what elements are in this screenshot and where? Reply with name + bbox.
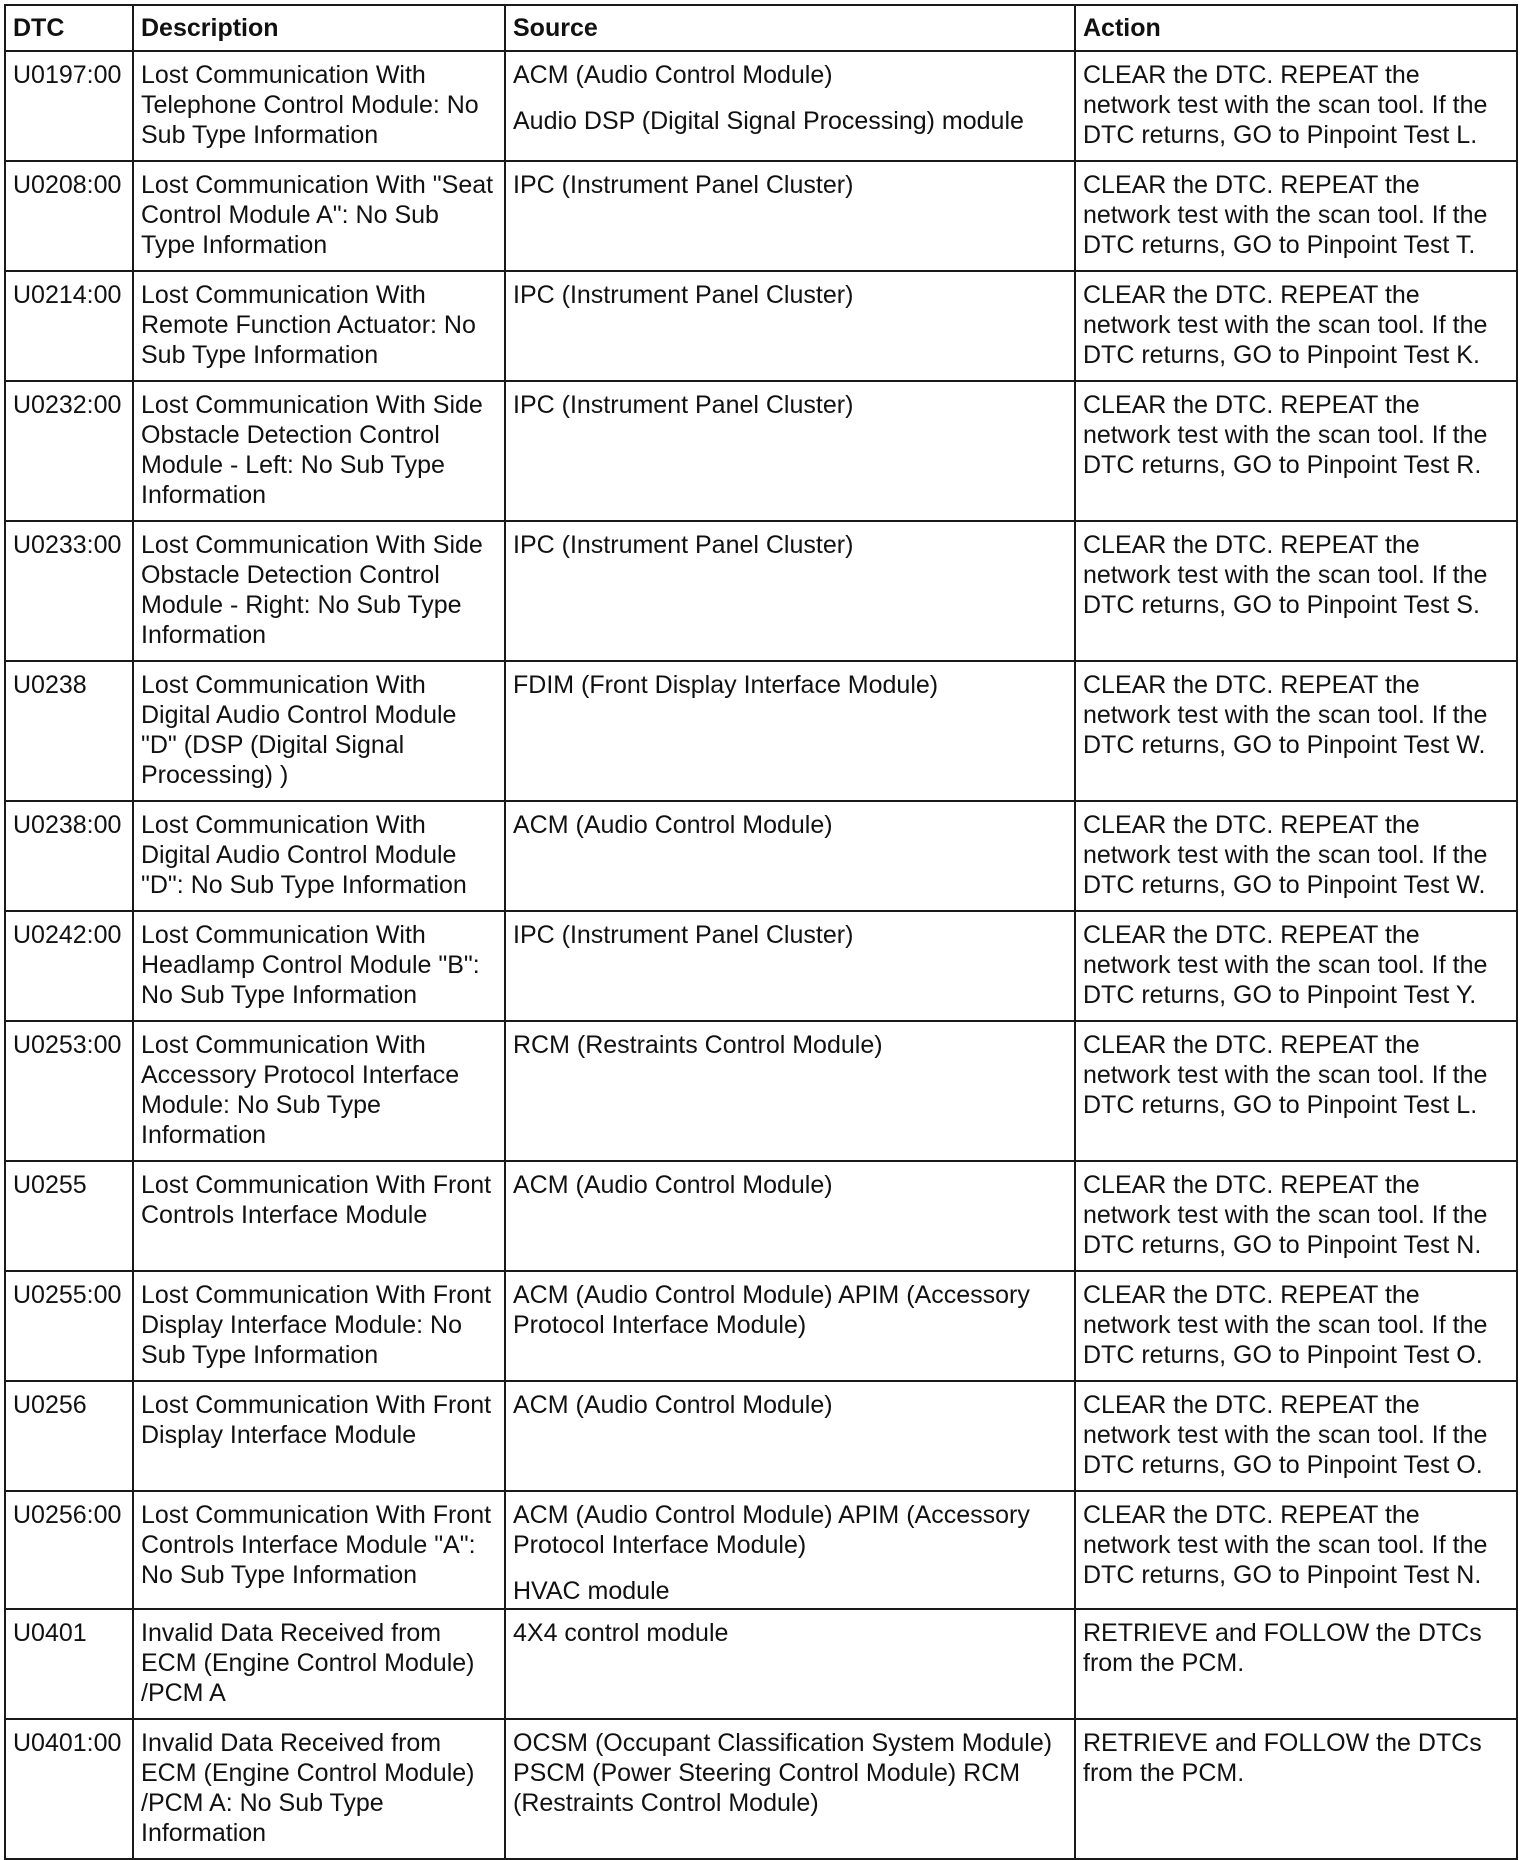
dtc-source — [505, 911, 1075, 1021]
dtc-code: U0233:00 — [5, 521, 133, 661]
dtc-action: CLEAR the DTC. REPEAT the network test with the scan tool. If the DTC returns, GO to Pinpoint Test K. — [1075, 271, 1517, 381]
dtc-code: U0255:00 — [5, 1271, 133, 1381]
dtc-action: CLEAR the DTC. REPEAT the network test with the scan tool. If the DTC returns, GO to Pinpoint Test L. — [1075, 51, 1517, 161]
dtc-action: CLEAR the DTC. REPEAT the network test with the scan tool. If the DTC returns, GO to Pinpoint Test O. — [1075, 1381, 1517, 1491]
header-action: Action — [1075, 5, 1517, 51]
source-line: RCM (Restraints Control Module) — [513, 1031, 883, 1059]
dtc-code: U0238 — [5, 661, 133, 801]
table-row — [5, 1381, 1517, 1491]
dtc-source — [505, 1381, 1075, 1491]
dtc-code: U0242:00 — [5, 911, 133, 1021]
dtc-code: U0401 — [5, 1609, 133, 1719]
dtc-description: Invalid Data Received from ECM (Engine Control Module) /PCM A — [133, 1609, 505, 1719]
header-source: Source — [505, 5, 1075, 51]
dtc-description: Lost Communication With Telephone Control Module: No Sub Type Information — [133, 51, 505, 161]
dtc-code: U0255 — [5, 1161, 133, 1271]
dtc-source — [505, 661, 1075, 801]
table-row — [5, 1719, 1517, 1859]
source-line: 4X4 control module — [513, 1619, 729, 1647]
source-line: ACM (Audio Control Module) — [513, 1391, 833, 1419]
source-line: HVAC module — [513, 1577, 670, 1605]
table-row — [5, 801, 1517, 911]
table-header — [5, 5, 1517, 51]
source-line: ACM (Audio Control Module) APIM (Accessory Protocol Interface Module) — [513, 1501, 1030, 1559]
dtc-code: U0197:00 — [5, 51, 133, 161]
dtc-source — [505, 521, 1075, 661]
dtc-description: Lost Communication With Headlamp Control Module "B": No Sub Type Information — [133, 911, 505, 1021]
dtc-source — [505, 1609, 1075, 1719]
dtc-description: Lost Communication With Remote Function Actuator: No Sub Type Information — [133, 271, 505, 381]
dtc-action: CLEAR the DTC. REPEAT the network test with the scan tool. If the DTC returns, GO to Pinpoint Test T. — [1075, 161, 1517, 271]
source-line: FDIM (Front Display Interface Module) — [513, 671, 939, 699]
table-row — [5, 1491, 1517, 1609]
header-row — [5, 5, 1517, 51]
dtc-description: Lost Communication With Digital Audio Control Module "D": No Sub Type Information — [133, 801, 505, 911]
source-line: ACM (Audio Control Module) — [513, 1171, 833, 1199]
source-line: IPC (Instrument Panel Cluster) — [513, 171, 854, 199]
source-line: ACM (Audio Control Module) — [513, 61, 833, 89]
dtc-table — [4, 4, 1518, 1860]
source-line: ACM (Audio Control Module) APIM (Accessory Protocol Interface Module) — [513, 1281, 1030, 1339]
source-line: ACM (Audio Control Module) — [513, 811, 833, 839]
dtc-description: Lost Communication With Front Display Interface Module: No Sub Type Information — [133, 1271, 505, 1381]
dtc-code: U0253:00 — [5, 1021, 133, 1161]
dtc-description: Lost Communication With Accessory Protocol Interface Module: No Sub Type Information — [133, 1021, 505, 1161]
dtc-code: U0256:00 — [5, 1491, 133, 1609]
dtc-action: CLEAR the DTC. REPEAT the network test with the scan tool. If the DTC returns, GO to Pinpoint Test N. — [1075, 1491, 1517, 1609]
table-row — [5, 271, 1517, 381]
dtc-code: U0256 — [5, 1381, 133, 1491]
dtc-source — [505, 381, 1075, 521]
dtc-action: CLEAR the DTC. REPEAT the network test with the scan tool. If the DTC returns, GO to Pinpoint Test N. — [1075, 1161, 1517, 1271]
dtc-action: CLEAR the DTC. REPEAT the network test with the scan tool. If the DTC returns, GO to Pinpoint Test L. — [1075, 1021, 1517, 1161]
dtc-table-container — [4, 4, 1516, 1860]
dtc-action: CLEAR the DTC. REPEAT the network test with the scan tool. If the DTC returns, GO to Pinpoint Test R. — [1075, 381, 1517, 521]
source-line: IPC (Instrument Panel Cluster) — [513, 921, 854, 949]
dtc-source — [505, 271, 1075, 381]
dtc-source — [505, 51, 1075, 161]
dtc-description: Lost Communication With Front Controls Interface Module "A": No Sub Type Information — [133, 1491, 505, 1609]
dtc-code: U0401:00 — [5, 1719, 133, 1859]
dtc-description: Lost Communication With Digital Audio Control Module "D" (DSP (Digital Signal Processing) ) — [133, 661, 505, 801]
dtc-description: Lost Communication With Side Obstacle Detection Control Module - Right: No Sub Type Information — [133, 521, 505, 661]
dtc-source — [505, 1719, 1075, 1859]
table-row — [5, 911, 1517, 1021]
dtc-source — [505, 1021, 1075, 1161]
table-row — [5, 381, 1517, 521]
table-body — [5, 51, 1517, 1859]
dtc-action: CLEAR the DTC. REPEAT the network test with the scan tool. If the DTC returns, GO to Pinpoint Test W. — [1075, 801, 1517, 911]
dtc-action: CLEAR the DTC. REPEAT the network test with the scan tool. If the DTC returns, GO to Pinpoint Test Y. — [1075, 911, 1517, 1021]
dtc-code: U0238:00 — [5, 801, 133, 911]
table-row — [5, 1609, 1517, 1719]
dtc-action: CLEAR the DTC. REPEAT the network test with the scan tool. If the DTC returns, GO to Pinpoint Test O. — [1075, 1271, 1517, 1381]
dtc-source — [505, 1271, 1075, 1381]
table-row — [5, 1021, 1517, 1161]
dtc-code: U0214:00 — [5, 271, 133, 381]
source-line: IPC (Instrument Panel Cluster) — [513, 391, 854, 419]
header-dtc: DTC — [5, 5, 133, 51]
table-row — [5, 51, 1517, 161]
source-line: Audio DSP (Digital Signal Processing) module — [513, 107, 1024, 135]
table-row — [5, 1161, 1517, 1271]
dtc-description: Lost Communication With Front Controls Interface Module — [133, 1161, 505, 1271]
source-line: IPC (Instrument Panel Cluster) — [513, 281, 854, 309]
dtc-code: U0232:00 — [5, 381, 133, 521]
table-row — [5, 521, 1517, 661]
header-description: Description — [133, 5, 505, 51]
dtc-code: U0208:00 — [5, 161, 133, 271]
dtc-source — [505, 801, 1075, 911]
dtc-action: RETRIEVE and FOLLOW the DTCs from the PCM. — [1075, 1609, 1517, 1719]
dtc-source — [505, 1491, 1075, 1609]
source-line: OCSM (Occupant Classification System Module) PSCM (Power Steering Control Module) RCM (Restraints Control Module) — [513, 1729, 1053, 1817]
dtc-action: CLEAR the DTC. REPEAT the network test with the scan tool. If the DTC returns, GO to Pinpoint Test S. — [1075, 521, 1517, 661]
table-row — [5, 1271, 1517, 1381]
dtc-description: Lost Communication With Front Display Interface Module — [133, 1381, 505, 1491]
dtc-description: Invalid Data Received from ECM (Engine Control Module) /PCM A: No Sub Type Information — [133, 1719, 505, 1859]
dtc-description: Lost Communication With "Seat Control Module A": No Sub Type Information — [133, 161, 505, 271]
dtc-source — [505, 1161, 1075, 1271]
dtc-source — [505, 161, 1075, 271]
dtc-action: RETRIEVE and FOLLOW the DTCs from the PCM. — [1075, 1719, 1517, 1859]
dtc-description: Lost Communication With Side Obstacle Detection Control Module - Left: No Sub Type Information — [133, 381, 505, 521]
dtc-action: CLEAR the DTC. REPEAT the network test with the scan tool. If the DTC returns, GO to Pinpoint Test W. — [1075, 661, 1517, 801]
table-row — [5, 661, 1517, 801]
source-line: IPC (Instrument Panel Cluster) — [513, 531, 854, 559]
table-row — [5, 161, 1517, 271]
